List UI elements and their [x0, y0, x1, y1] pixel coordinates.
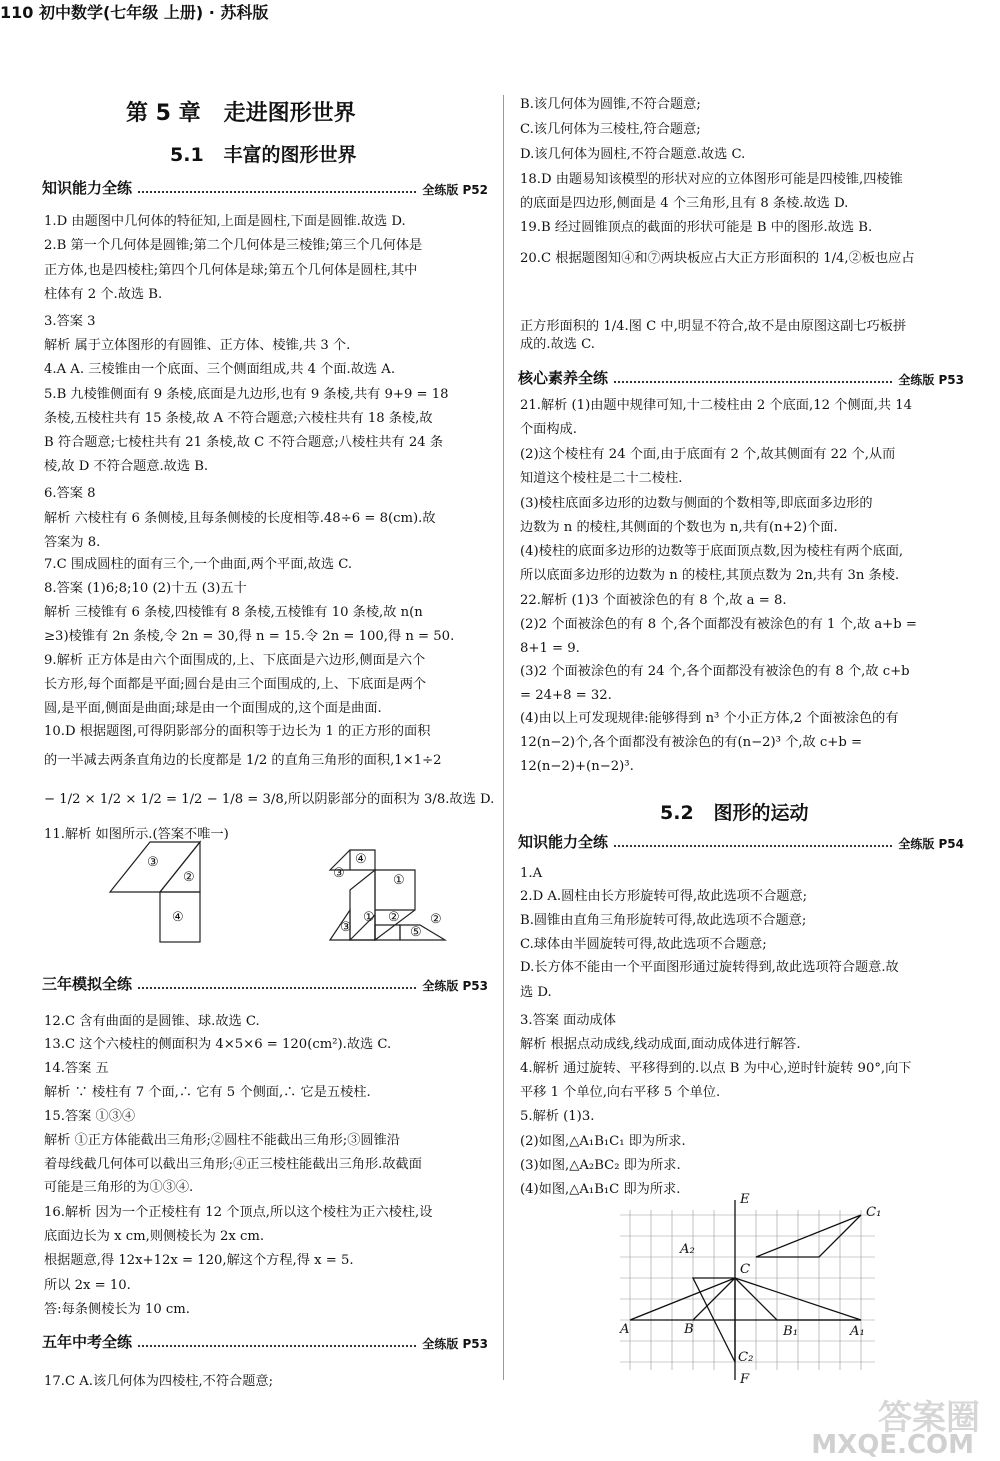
right-line: 成的.故选 C.	[520, 337, 595, 352]
left-line: 正方体,也是四棱柱;第四个几何体是球;第五个几何体是圆柱,其中	[44, 263, 418, 278]
right-line: 2.D A.圆柱由长方形旋转可得,故此选项不合题意;	[520, 889, 808, 904]
band-wunian-p53	[42, 1330, 488, 1352]
fig5-label-B1: B₁	[783, 1324, 798, 1339]
right-line: (4)棱柱的底面多边形的边数等于底面顶点数,因为棱柱有两个底面,	[520, 544, 904, 559]
band-page: 全练版 P52	[422, 183, 488, 197]
left-line: 10.D 根据题图,可得阴影部分的面积等于边长为 1 的正方形的面积	[44, 724, 431, 739]
left-line: 8.答案 (1)6;8;10 (2)十五 (3)五十	[44, 581, 247, 596]
left-line: 12.C 含有曲面的是圆锥、球.故选 C.	[44, 1014, 260, 1029]
band-title: 核心素养全练	[518, 369, 609, 387]
fig11-label: ③	[340, 920, 352, 935]
right-line: 的底面是四边形,侧面是 4 个三角形,且有 8 条棱.故选 D.	[520, 196, 849, 211]
chapter-title: 第 5 章 走进图形世界	[126, 101, 356, 126]
fig5-label-F: F	[740, 1372, 750, 1387]
left-line: 所以 2x = 10.	[44, 1278, 131, 1293]
left-line: 根据题意,得 12x+12x = 120,解这个方程,得 x = 5.	[44, 1253, 354, 1268]
fig11-label: ④	[355, 852, 367, 867]
left-line: 9.解析 正方体是由六个面围成的,上、下底面是六边形,侧面是六个	[44, 653, 426, 668]
right-line: 20.C 根据题图知④和⑦两块板应占大正方形面积的 1/4,②板也应占	[520, 251, 915, 266]
band-hexin-p53	[518, 366, 964, 388]
left-line: 17.C A.该几何体为四棱柱,不符合题意;	[44, 1374, 274, 1389]
watermark-logo: 答案圈	[878, 1398, 980, 1438]
column-divider	[503, 95, 504, 1380]
left-line: 解析 六棱柱有 6 条侧棱,且每条侧棱的长度相等.48÷6 = 8(cm).故	[44, 511, 436, 526]
left-line: 可能是三角形的为①③④.	[44, 1180, 194, 1195]
right-line: B.圆锥由直角三角形旋转可得,故此选项不合题意;	[520, 913, 807, 928]
right-line: 19.B 经过圆锥顶点的截面的形状可能是 B 中的图形.故选 B.	[520, 220, 873, 235]
left-line: 解析 三棱锥有 6 条棱,四棱锥有 8 条棱,五棱锥有 10 条棱,故 n(n	[44, 605, 423, 620]
right-line: D.该几何体为圆柱,不符合题意.故选 C.	[520, 147, 746, 162]
fig11-label: ①	[363, 910, 375, 925]
left-line: 答案为 8.	[44, 535, 101, 550]
left-line: 15.答案 ①③④	[44, 1109, 136, 1124]
left-line: 棱,故 D 不符合题意.故选 B.	[44, 459, 209, 474]
left-line: 5.B 九棱锥侧面有 9 条棱,底面是九边形,也有 9 条棱,共有 9+9 = 18	[44, 387, 449, 402]
right-line: 知道这个棱柱是二十二棱柱.	[520, 471, 683, 486]
fig11-label: ①	[393, 873, 405, 888]
right-line: 21.解析 (1)由题中规律可知,十二棱柱由 2 个底面,12 个侧面,共 14	[520, 398, 913, 413]
band-title: 知识能力全练	[42, 179, 133, 197]
band-title: 三年模拟全练	[42, 975, 133, 993]
fig5-label-A2: A₂	[680, 1242, 695, 1257]
left-line: 解析 ∵ 棱柱有 7 个面,∴ 它有 5 个侧面,∴ 它是五棱柱.	[44, 1085, 371, 1100]
left-line: 16.解析 因为一个正棱柱有 12 个顶点,所以这个棱柱为正六棱柱,设	[44, 1205, 433, 1220]
right-line: C.球体由半圆旋转可得,故此选项不合题意;	[520, 937, 767, 952]
band-page: 全练版 P53	[422, 1337, 488, 1351]
running-head: 110 初中数学(七年级 上册) · 苏科版	[0, 3, 269, 22]
fig11-label: ③	[147, 855, 159, 870]
right-line: 3.答案 面动成体	[520, 1013, 616, 1028]
right-line: 18.D 由题易知该模型的形状对应的立体图形可能是四棱锥,四棱锥	[520, 172, 903, 187]
left-line: 6.答案 8	[44, 486, 96, 501]
band-page: 全练版 P53	[898, 373, 964, 387]
right-line: B.该几何体为圆锥,不符合题意;	[520, 97, 701, 112]
right-line: (2)这个棱柱有 24 个面,由于底面有 2 个,故其侧面有 22 个,从而	[520, 447, 896, 462]
right-line: 边数为 n 的棱柱,其侧面的个数也为 n,共有(n+2)个面.	[520, 520, 838, 535]
right-line: (4)如图,△A₁B₁C 即为所求.	[520, 1182, 681, 1197]
right-line: 正方形面积的 1/4.图 C 中,明显不符合,故不是由原图这副七巧板拼	[520, 319, 907, 334]
left-line: 长方形,每个面都是平面;圆台是由三个面围成的,上、下底面是两个	[44, 677, 427, 692]
figure-q11	[100, 830, 480, 960]
fig11-label: ③	[333, 866, 345, 881]
left-line: 底面边长为 x cm,则侧棱长为 2x cm.	[44, 1229, 265, 1244]
left-line: 11.解析 如图所示.(答案不唯一)	[44, 827, 229, 842]
fig5-label-C2: C₂	[738, 1350, 754, 1365]
fig5-label-A1: A₁	[850, 1324, 865, 1339]
band-page: 全练版 P54	[898, 837, 964, 851]
left-line: ≥3)棱锥有 2n 条棱,令 2n = 30,得 n = 15.令 2n = 100,得 n = 50.	[44, 629, 455, 644]
left-line: 柱体有 2 个.故选 B.	[44, 287, 163, 302]
right-line: 平移 1 个单位,向右平移 5 个单位.	[520, 1085, 721, 1100]
right-line: (3)棱柱底面多边形的边数与侧面的个数相等,即底面多边形的	[520, 496, 873, 511]
left-line: B 符合题意;七棱柱共有 21 条棱,故 C 不符合题意;八棱柱共有 24 条	[44, 435, 444, 450]
fig5-label-C1: C₁	[866, 1205, 882, 1220]
band-title: 知识能力全练	[518, 833, 609, 851]
right-line: D.长方体不能由一个平面图形通过旋转得到,故此选项符合题意.故	[520, 960, 899, 975]
right-line: C.该几何体为三棱柱,符合题意;	[520, 122, 701, 137]
fig5-label-B: B	[684, 1322, 694, 1337]
fig5-label-C: C	[740, 1262, 751, 1277]
right-line: 选 D.	[520, 985, 552, 1000]
left-line: 答:每条侧棱长为 10 cm.	[44, 1302, 191, 1317]
fig11-label: ②	[183, 870, 195, 885]
band-title: 五年中考全练	[42, 1333, 133, 1351]
right-line: 12(n−2)个,各个面都没有被涂色的有(n−2)³ 个,故 c+b =	[520, 735, 863, 750]
left-line: 圆,是平面,侧面是曲面;球是由一个面围成的,这个面是曲面.	[44, 701, 382, 716]
fig11-label: ②	[430, 912, 442, 927]
left-line: 13.C 这个六棱柱的侧面积为 4×5×6 = 120(cm²).故选 C.	[44, 1037, 392, 1052]
left-line: − 1/2 × 1/2 × 1/2 = 1/2 − 1/8 = 3/8,所以阴影部分的面积为 3/8.故选 D.	[44, 792, 495, 807]
right-line: 1.A	[520, 866, 543, 881]
left-line: 的一半减去两条直角边的长度都是 1/2 的直角三角形的面积,1×1÷2	[44, 753, 442, 768]
left-line: 2.B 第一个几何体是圆锥;第二个几何体是三棱锥;第三个几何体是	[44, 238, 423, 253]
section-title-5-1: 5.1 丰富的图形世界	[170, 144, 357, 166]
watermark-url: MXQE.COM	[811, 1430, 974, 1460]
left-line: 解析 属于立体图形的有圆锥、正方体、棱锥,共 3 个.	[44, 338, 351, 353]
right-line: 12(n−2)+(n−2)³.	[520, 759, 634, 774]
right-line: (3)如图,△A₂BC₂ 即为所求.	[520, 1158, 681, 1173]
fig11-label: ⑤	[410, 925, 422, 940]
right-line: (2)2 个面被涂色的有 8 个,各个面都没有被涂色的有 1 个,故 a+b =	[520, 617, 917, 632]
fig5-label-A: A	[620, 1322, 630, 1337]
right-line: 8+1 = 9.	[520, 641, 580, 656]
left-line: 14.答案 五	[44, 1061, 109, 1076]
right-line: (4)由以上可发现规律:能够得到 n³ 个小正方体,2 个面被涂色的有	[520, 711, 899, 726]
left-line: 1.D 由题图中几何体的特征知,上面是圆柱,下面是圆锥.故选 D.	[44, 214, 406, 229]
band-page: 全练版 P53	[422, 979, 488, 993]
right-line: (2)如图,△A₁B₁C₁ 即为所求.	[520, 1134, 686, 1149]
left-line: 3.答案 3	[44, 314, 96, 329]
band-sannian-p53	[42, 972, 488, 994]
right-line: 22.解析 (1)3 个面被涂色的有 8 个,故 a = 8.	[520, 593, 787, 608]
left-line: 4.A A. 三棱锥由一个底面、三个侧面组成,共 4 个面.故选 A.	[44, 362, 396, 377]
band-zhishi-p54	[518, 830, 964, 852]
left-line: 解析 ①正方体能截出三角形;②圆柱不能截出三角形;③圆锥沿	[44, 1133, 400, 1148]
left-line: 7.C 围成圆柱的面有三个,一个曲面,两个平面,故选 C.	[44, 557, 353, 572]
right-line: 4.解析 通过旋转、平移得到的.以点 B 为中心,逆时针旋转 90°,向下	[520, 1061, 912, 1076]
right-line: (3)2 个面被涂色的有 24 个,各个面都没有被涂色的有 8 个,故 c+b	[520, 664, 910, 679]
right-line: = 24+8 = 32.	[520, 688, 612, 703]
right-line: 所以底面多边形的边数为 n 的棱柱,其顶点数为 2n,共有 3n 条棱.	[520, 568, 900, 583]
right-line: 5.解析 (1)3.	[520, 1109, 595, 1124]
fig11-label: ④	[172, 910, 184, 925]
left-line: 条棱,五棱柱共有 15 条棱,故 A 不符合题意;六棱柱共有 18 条棱,故	[44, 411, 433, 426]
band-zhishi-p52	[42, 176, 488, 198]
right-line: 个面构成.	[520, 422, 577, 437]
right-line: 解析 根据点动成线,线动成面,面动成体进行解答.	[520, 1037, 801, 1052]
left-line: 着母线截几何体可以截出三角形;④正三棱柱能截出三角形.故截面	[44, 1157, 422, 1172]
fig5-label-E: E	[740, 1192, 750, 1207]
fig11-label: ②	[388, 910, 400, 925]
section-title-5-2: 5.2 图形的运动	[660, 802, 809, 824]
